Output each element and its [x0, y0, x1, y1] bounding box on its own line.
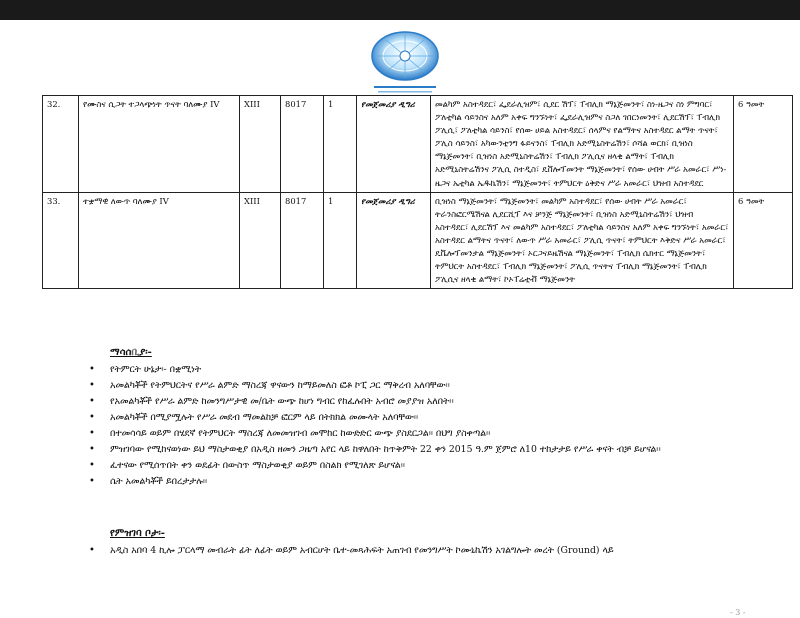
list-item	[89, 427, 770, 441]
place-text: አዲስ አበባ 4 ኪሎ ፓርላማ መብራት ፊት ለፊት ወይም አብርሆት ቤተ-መጻሕፍት አጠገብ የመንግሥት ኮሙኒኬሽን አገልግሎት መረት (Ground) ላይ	[110, 545, 614, 556]
job-table	[42, 95, 793, 289]
bullet-icon: •	[89, 428, 95, 439]
list-item	[89, 379, 770, 393]
note-text: ምዝገባው የሚከናወነው ይህ ማስታወቂያ በአዲስ ዘመን ጋዜጣ አየር ላይ ከዋለበት ከጥቅምት 22 ቀን 2015 ዓ.ም ጀምሮ ለ10 ተከታታይ የሥራ ቀናት ብቻ ይሆናል፡፡	[110, 444, 661, 455]
note-text: በተመሳሳይ ወይም በሄደኛ የትምህርት ማስረጃ ለመመዝገብ መሞከር ከውድድር ውጭ ያስደርጋል፡፡ በህግ ያስቀጣል፡፡	[110, 428, 491, 439]
list-item	[89, 395, 770, 409]
salary: 8017	[281, 192, 324, 289]
table-row	[43, 96, 793, 193]
note-text: የትምርት ሁኔታ፡- በቋሚነት	[110, 364, 202, 375]
registration-place-section	[89, 528, 770, 558]
notes-list	[89, 363, 770, 489]
bullet-icon: •	[89, 444, 95, 455]
required-count: 1	[324, 96, 357, 193]
job-grade: XIII	[240, 96, 281, 193]
education-level: የመጀመሪያ ዲግሪ	[357, 96, 431, 193]
experience: 6 ዓመት	[734, 96, 793, 193]
table-row	[43, 192, 793, 289]
qualification-fields: ቢዝነስ ማኔጅመንት፣ ማኔጅመንት፣ መልካም አስተዳደር፣ የሰው ሀብት ሥራ አመራር፣ ትራንስፎርሜሽናል ሊደርሺፕ እና ቻንጅ ማኔጅመንት፣ ቢዝነስ አድሚኒስትሬሽን፣ ህዝብ አስተዳደር፣ ሊደርሽፕ እና መልካም አስተዳደር፣ ፖለቲካል ሳይንስና አለም አቀፍ ግንኙነት፣ አመራር፣ አስተዳደር ልማትና ጥናት፣ ለውጥ ሥራ አመራር፣ ፖሊሲ ጥናት፣ ትምህርት እቅድና ሥራ አመራር፣ ዴቬሎፕመንታል ማኔጅመንት፣ ኦርጋናይዜሽናል ማኔጅመንት፣ ፐብሊክ ሴክተር ማኔጅመንት፣ ትምህርት አስተዳደር፣ ፐብሊክ ማኔጅመንት፣ ፖሊሲ ጥናትና ፐብሊክ ማኔጅመንት፣ ፐብሊክ ፖሊሲና ዘላቂ ልማት፣ ኮኦፐሬቲቭ ማኔጅመንት	[431, 192, 734, 289]
notes-section	[89, 347, 770, 491]
bullet-icon: •	[89, 396, 95, 407]
bullet-icon: •	[89, 545, 95, 556]
salary: 8017	[281, 96, 324, 193]
list-item	[89, 544, 770, 558]
note-text: አመልካቾች የትምህርትና የሥራ ልምድ ማስረጃ ዋናውን ከማይመለስ ፎቶ ኮፒ ጋር ማቅረብ አለባቸው፡፡	[110, 380, 450, 391]
note-text: ሴት አመልካቾች ይበረታታሉ፡፡	[110, 476, 208, 487]
list-item	[89, 411, 770, 425]
job-title: ተቋማዊ ለውጥ ባለሙያ IV	[79, 192, 240, 289]
bullet-icon: •	[89, 476, 95, 487]
institution-emblem-icon	[368, 28, 442, 98]
list-item	[89, 443, 770, 457]
bullet-icon: •	[89, 380, 95, 391]
top-black-bar	[0, 0, 800, 20]
list-item	[89, 363, 770, 377]
note-text: ፈተናው የሚሰጥበት ቀን ወደፊት በውስጥ ማስታወቂያ ወይም በስልክ የሚገለጽ ይሆናል፡፡	[110, 460, 405, 471]
place-heading: የምዝገባ ቦታ፡-	[110, 528, 165, 539]
row-number: 32.	[43, 96, 79, 193]
job-grade: XIII	[240, 192, 281, 289]
note-text: አመልካቾች በሚያሟሉት የሥራ መደብ ማመልከቻ ፎርም ላይ በትክክል መሙላት አለባቸው፡፡	[110, 412, 419, 423]
note-text: የአመልካቾች የሥራ ልምድ ከመንግሥታዊ መ/ቤት ውጭ ከሆነ ግብር የከፈሉበት አብሮ መያያዝ አለበት፡፡	[110, 396, 454, 407]
list-item	[89, 475, 770, 489]
place-list	[89, 544, 770, 558]
bullet-icon: •	[89, 364, 95, 375]
experience: 6 ዓመት	[734, 192, 793, 289]
job-title: የሙስና ሲጋት ተጋላጭነት ጥናት ባለሙያ IV	[79, 96, 240, 193]
bullet-icon: •	[89, 412, 95, 423]
list-item	[89, 459, 770, 473]
education-level: የመጀመሪያ ዲግሪ	[357, 192, 431, 289]
qualification-fields: መልካም አስተዳደር፣ ፌደራሊዝም፣ ሲደር ሽፕ፣ ፐብሊክ ማኔጅመንት፣ ስነ-ዜጋና ስነ ምግባር፣ ፖለቲካል ሳይንስና አለም አቀፍ ግንኙነት፣ ፌደራሊዝምና ስጋለ ገበርነመንት፣ ሊደርሽፕ፣ ፐብሊክ ፖሊሲ፣ ፖለቲካል ሳይንስ፣ የሰው ሀይል አስተዳደር፣ ሰላምና የልማትና አስተዳደር ልማት ጥናት፣ ፖሊስ ሳይንስ፣ አካውንቲንግ ፋይናንስ፣ ፐብሊክ አድሚኒስትሬሽን፣ ሶሻል ወርክ፣ ቢዝነስ ማኔጅመንት፣ ቢዝነስ አድሚኒስትሬሽን፣ ፐብሊክ ፖሊሲና ዘላቂ ልማት፣ ፐብሊክ አድሚኒስትሬሽንና ፖሊሲ ስተዲስ፣ ዴቨሎፕመንት ማኔጅመንት፣ የሰው ሀብት ሥራ አመራር፣ ሥነ-ዜጋና ኤቲካል ኤዱኬሽን፣ ማኔጅመንት፣ ትምህርት ዕቅድና ሥራ አመራር፣ ህዝብ አስተዳደር	[431, 96, 734, 193]
required-count: 1	[324, 192, 357, 289]
row-number: 33.	[43, 192, 79, 289]
bullet-icon: •	[89, 460, 95, 471]
page-number: - 3 -	[730, 608, 746, 617]
notes-heading: ማሳሰቢያ፡-	[110, 347, 152, 358]
